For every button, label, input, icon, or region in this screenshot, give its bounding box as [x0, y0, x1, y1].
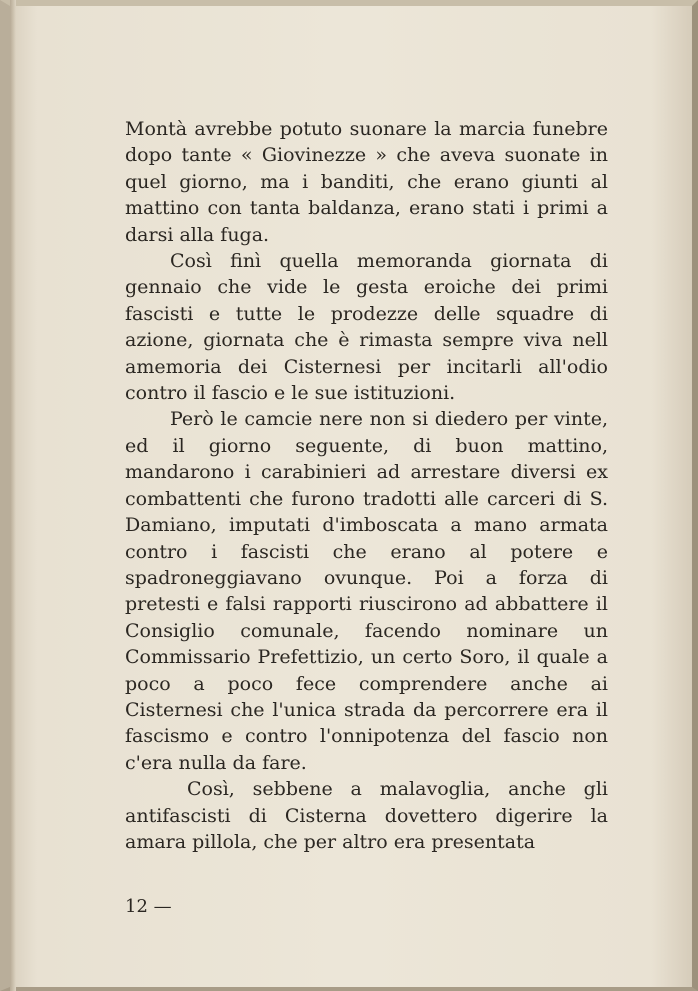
- paragraph-2: Così finì quella memoranda giornata di gennaio che vide le gesta eroiche dei primi fascisti e tutte le prodezze delle squadre di azione, giornata che è rimasta sempre viva nell amemoria dei Cisternesi per incitarli all'odio contro il fascio e le sue istituzioni.: [125, 250, 608, 405]
- page-gutter: [10, 0, 16, 991]
- body-text: [125, 116, 608, 855]
- paragraph-1: Montà avrebbe potuto suonare la marcia funebre dopo tante « Giovinezze » che aveva suonate in quel giorno, ma i banditi, che erano giunti al mattino con tanta baldanza, erano stati i primi a darsi alla fuga.: [125, 118, 608, 246]
- page-number: 12 —: [125, 896, 172, 917]
- paragraph-4: Così, sebbene a malavoglia, anche gli antifascisti di Cisterna dovettero digerire la amara pillola, che per altro era presentata: [125, 778, 608, 853]
- paragraph-3: Però le camcie nere non si diedero per vinte, ed il giorno seguente, di buon mattino, mandarono i carabinieri ad arrestare diversi ex combattenti che furono tradotti alle carceri di S. Damiano, imputati d'imboscata a mano armata contro i fascisti che erano al potere e spadroneggiavano ovunque. Poi a forza di pretesti e falsi rapporti riuscirono ad abbattere il Consiglio comunale, facendo nominare un Commissario Prefettizio, un certo Soro, il quale a poco a poco fece comprendere anche ai Cisternesi che l'unica strada da percorrere era il fascismo e contro l'onnipotenza del fascio non c'era nulla da fare.: [125, 408, 608, 774]
